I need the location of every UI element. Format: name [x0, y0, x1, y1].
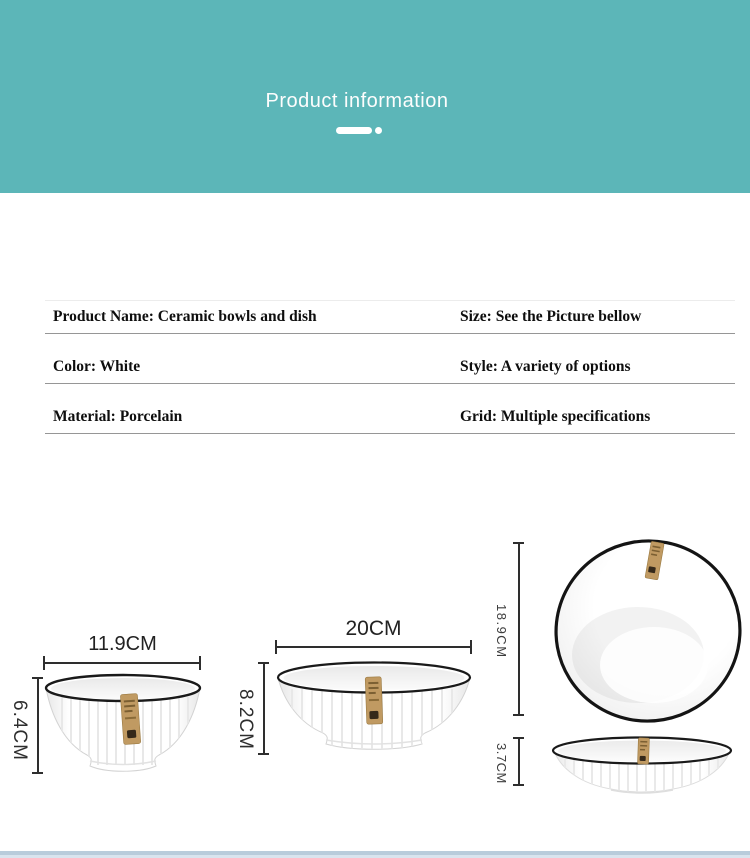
title-underline-dot: [375, 127, 382, 134]
large-bowl-image: [274, 661, 474, 757]
page-title: Product information: [265, 90, 449, 112]
dish-tag: [638, 738, 650, 764]
plate-diameter-label: 18.9CM: [494, 604, 509, 659]
large-bowl-width-label: 20CM: [345, 617, 402, 640]
small-bowl-tag: [120, 694, 140, 745]
spec-product-name: Product Name: Ceramic bowls and dish: [53, 308, 317, 325]
large-bowl-height-label: 8.2CM: [235, 689, 256, 750]
title-underline-dash: [336, 127, 372, 134]
dish-height-dimline: [513, 737, 524, 786]
large-bowl-width-dimline: [275, 640, 472, 654]
spec-color: Color: White: [53, 358, 141, 375]
spec-row-3: [45, 384, 735, 434]
spec-material: Material: Porcelain: [53, 408, 183, 425]
dish-height-label: 3.7CM: [494, 743, 509, 784]
spec-grid: Grid: Multiple specifications: [460, 408, 651, 425]
small-bowl-image: [42, 673, 204, 776]
spec-row-2: [45, 334, 735, 384]
plate-diameter-dimline: [513, 542, 524, 716]
plate-image: [552, 537, 744, 725]
large-bowl-tag: [365, 677, 383, 725]
bottom-band: [0, 851, 750, 858]
dish-image: [549, 735, 735, 799]
large-bowl-height-dimline: [258, 662, 269, 755]
banner: [0, 0, 750, 193]
spec-table: [45, 300, 735, 434]
small-bowl-width-dimline: [43, 656, 201, 670]
spec-row-1: [45, 301, 735, 334]
small-bowl-width-label: 11.9CM: [88, 633, 157, 655]
small-bowl-height-label: 6.4CM: [9, 700, 30, 761]
spec-size: Size: See the Picture bellow: [460, 308, 642, 325]
spec-style: Style: A variety of options: [460, 358, 631, 375]
